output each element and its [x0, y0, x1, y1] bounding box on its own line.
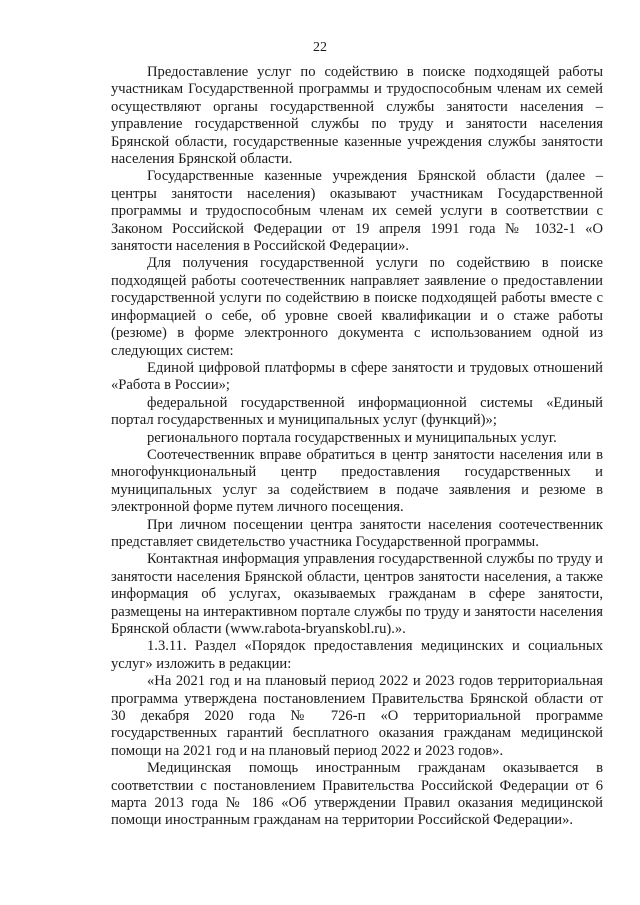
paragraph: Предоставление услуг по содействию в поиске подходящей работы участникам Государственной программы и трудоспособным членам их семей осуществляют органы государственной службы занятости населения – управление государственной службы по труду и занятости населения Брянской области, государственные казенные учреждения службы занятости населения Брянской области.: [111, 64, 603, 168]
paragraph: «На 2021 год и на плановый период 2022 и 2023 годов территориальная программа утверждена постановлением Правительства Брянской области от 30 декабря 2020 года № 726-п «О территориальной программе государственных гарантий бесплатного оказания гражданам медицинской помощи на 2021 год и на плановый период 2022 и 2023 годов».: [111, 673, 603, 759]
list-item: федеральной государственной информационной системы «Единый портал государственных и муниципальных услуг (функций)»;: [111, 394, 603, 429]
paragraph: Медицинская помощь иностранным гражданам оказывается в соответствии с постановлением Правительства Российской Федерации от 6 марта 2013 года № 186 «Об утверждении Правил оказания медицинской помощи иностранным гражданам на территории Российской Федерации».: [111, 760, 603, 829]
list-item: Единой цифровой платформы в сфере занятости и трудовых отношений «Работа в России»;: [111, 359, 603, 394]
paragraph: Соотечественник вправе обратиться в центр занятости населения или в многофункциональный центр предоставления государственных и муниципальных услуг за содействием в подаче заявления и резюме в электронной форме путем личного посещения.: [111, 446, 603, 516]
section-heading: 1.3.11. Раздел «Порядок предоставления медицинских и социальных услуг» изложить в редакции:: [111, 638, 603, 672]
page-number: 22: [313, 40, 327, 55]
paragraph: Государственные казенные учреждения Брянской области (далее – центры занятости населения) оказывают участникам Государственной программы и трудоспособным членам их семей услуги в соответствии с Законом Российской Федерации от 19 апреля 1991 года № 1032-1 «О занятости населения в Российской Федерации».: [111, 168, 603, 255]
list-item: регионального портала государственных и муниципальных услуг.: [147, 429, 557, 446]
paragraph: При личном посещении центра занятости населения соотечественник представляет свидетельство участника Государственной программы.: [111, 516, 603, 550]
body-text: [111, 64, 603, 830]
paragraph: Для получения государственной услуги по содействию в поиске подходящей работы соотечественник направляет заявление о предоставлении государственной услуги по содействию в поиске подходящей работы вместе с информацией о себе, об уровне своей квалификации и о стаже работы (резюме) в форме электронного документа с использованием одной из следующих систем:: [111, 255, 603, 359]
paragraph: Контактная информация управления государственной службы по труду и занятости населения Брянской области, центров занятости населения, а также информация об услугах, оказываемых гражданам в сфере занятости, размещены на интерактивном портале службы по труду и занятости населения Брянской области (www.rabota-bryanskobl.ru).».: [111, 551, 603, 637]
